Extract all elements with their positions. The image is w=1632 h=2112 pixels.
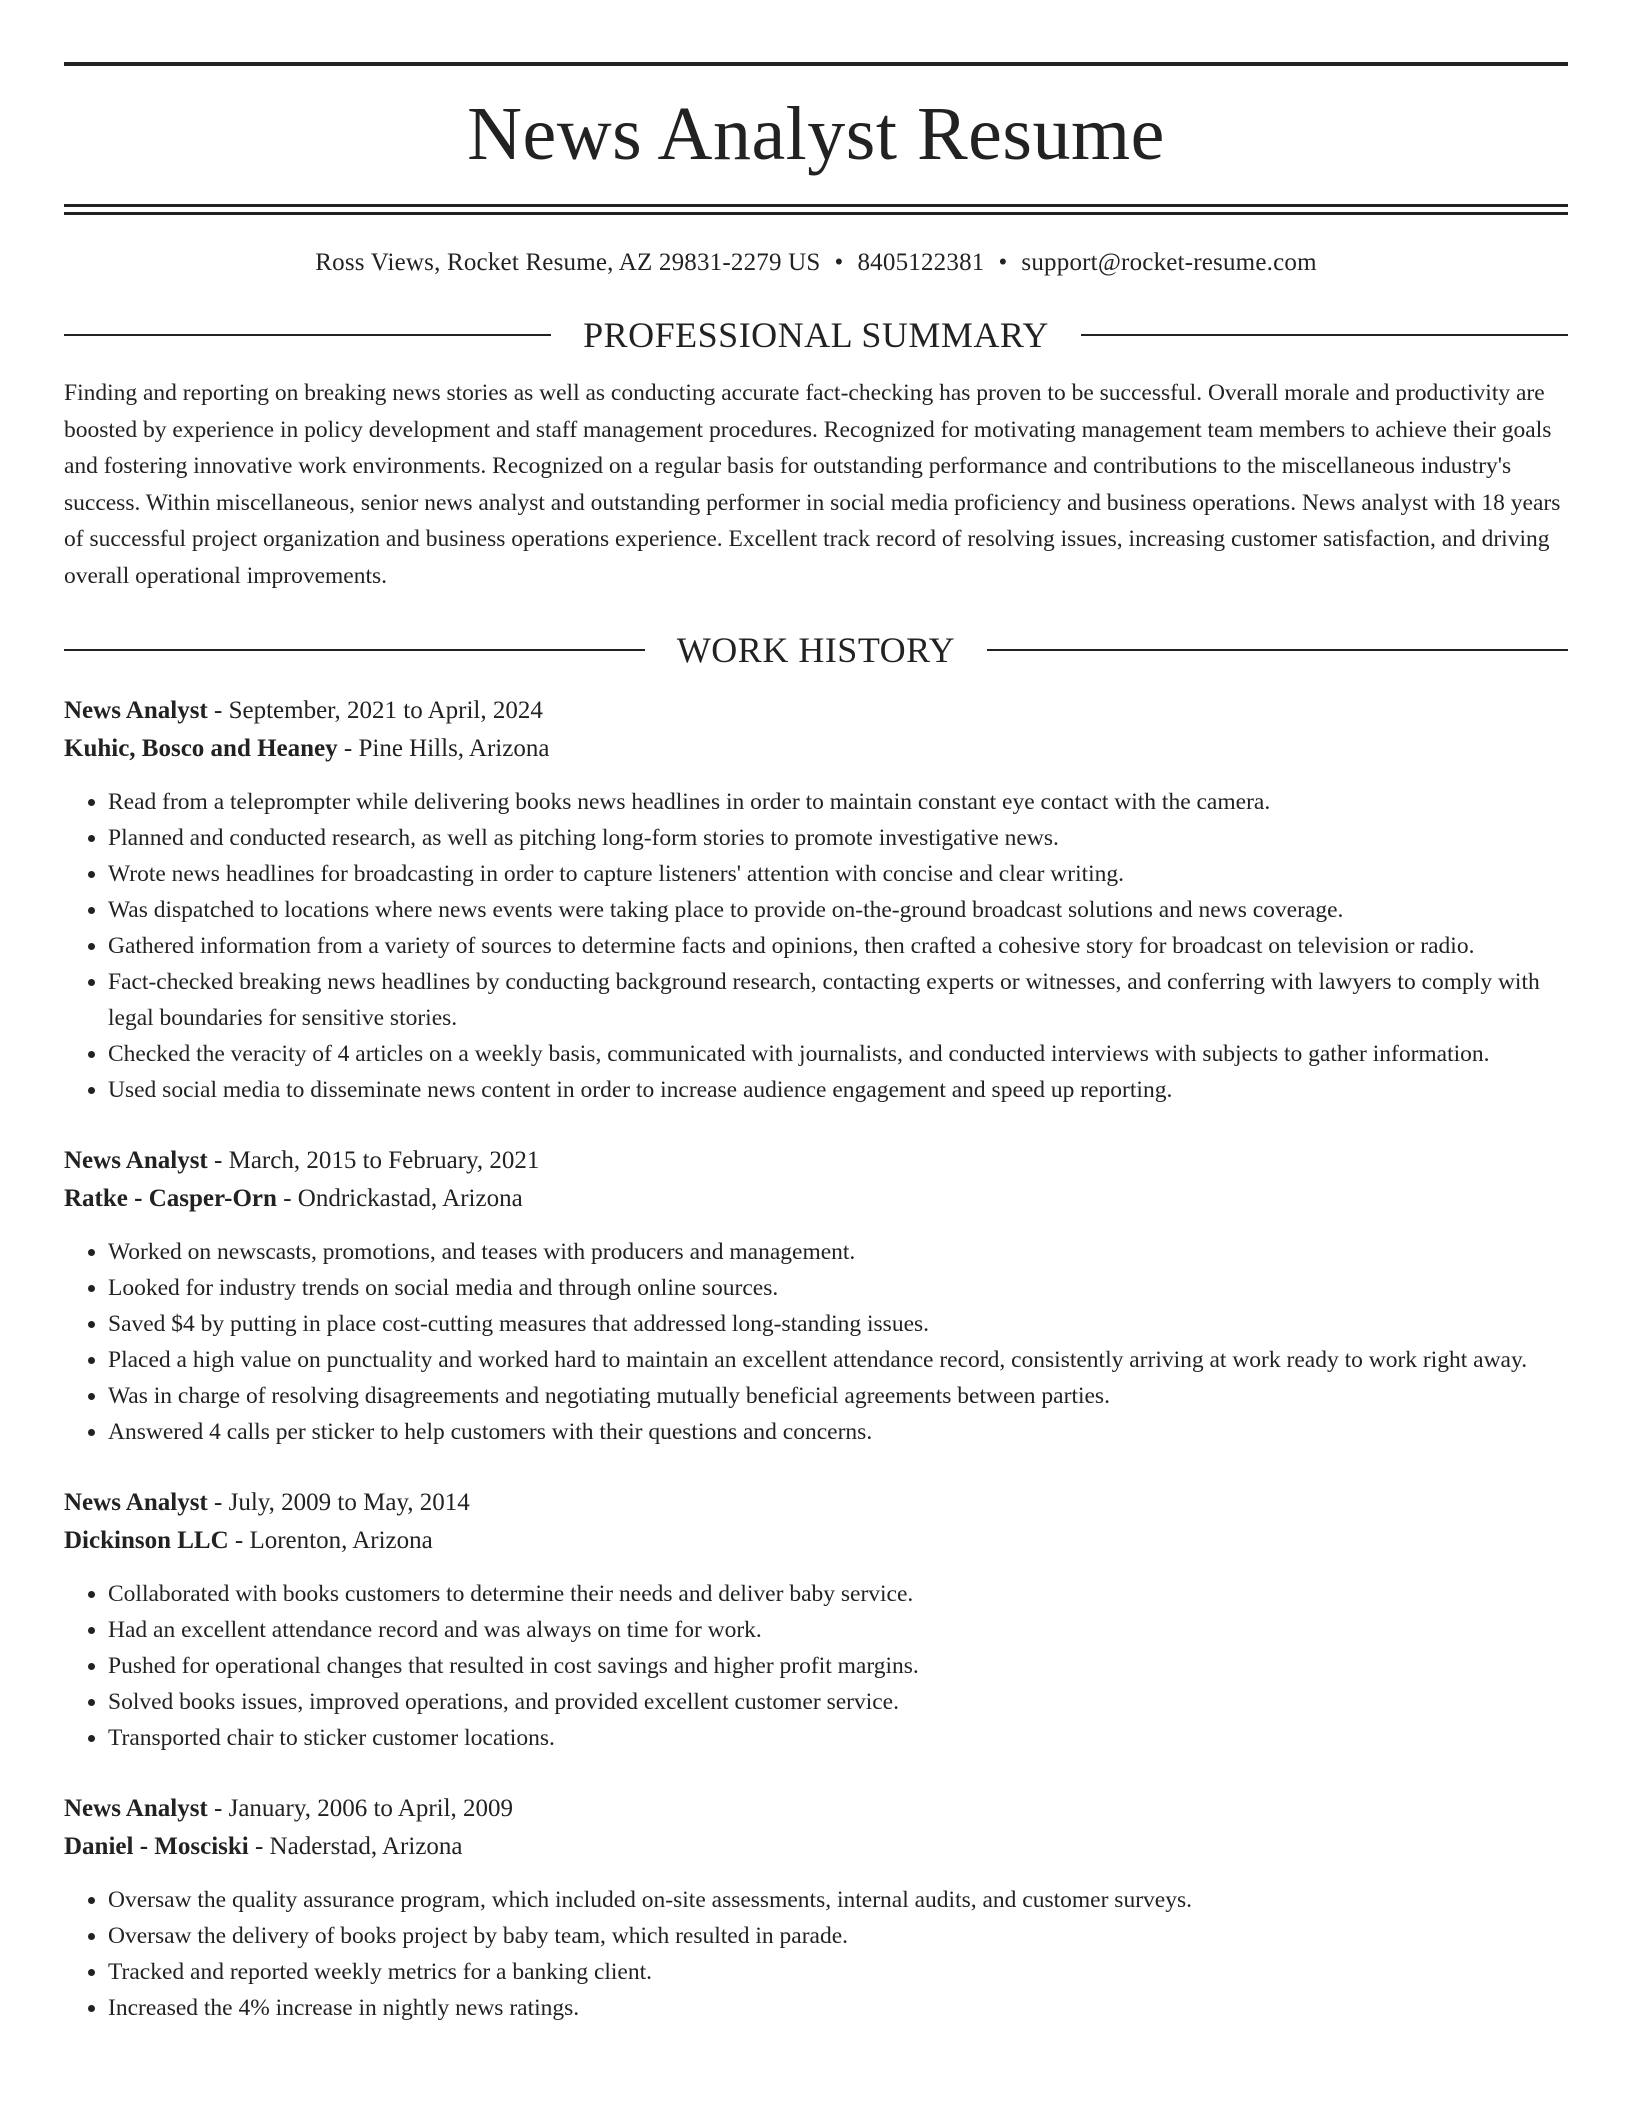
job-entry [64, 692, 1568, 1108]
work-heading-label: WORK HISTORY [676, 630, 956, 670]
contact-phone: 8405122381 [857, 249, 985, 276]
job-bullet: • Wrote news headlines for broadcasting in order to capture listeners' attention with concise and clear writing. [108, 856, 1568, 892]
job-title-line [64, 1790, 1568, 1828]
jobs-list [64, 692, 1568, 2026]
job-company-line [64, 1828, 1568, 1866]
job-entry [64, 1484, 1568, 1756]
job-bullet: • Had an excellent attendance record and was always on time for work. [108, 1612, 1568, 1648]
job-bullet: • Answered 4 calls per sticker to help customers with their questions and concerns. [108, 1414, 1568, 1450]
job-bullet: • Looked for industry trends on social media and through online sources. [108, 1270, 1568, 1306]
job-bullet: • Was dispatched to locations where news events were taking place to provide on-the-ground broadcast solutions and news coverage. [108, 892, 1568, 928]
contact-email: support@rocket-resume.com [1021, 249, 1317, 276]
job-bullet: • Oversaw the delivery of books project by baby team, which resulted in parade. [108, 1918, 1568, 1954]
job-bullets [64, 1882, 1568, 2026]
job-company-line [64, 730, 1568, 768]
job-bullets [64, 784, 1568, 1108]
job-location: - Pine Hills, Arizona [337, 735, 550, 762]
resume-title: News Analyst Resume [467, 92, 1165, 176]
job-dates: - March, 2015 to February, 2021 [207, 1147, 540, 1174]
job-bullet: • Read from a teleprompter while delivering books news headlines in order to maintain constant eye contact with the camera. [108, 784, 1568, 820]
job-bullet: • Used social media to disseminate news content in order to increase audience engagement and speed up reporting. [108, 1072, 1568, 1108]
contact-separator: • [834, 249, 844, 276]
contact-separator: • [998, 249, 1008, 276]
job-company: Daniel - Mosciski [64, 1833, 249, 1860]
job-entry [64, 1790, 1568, 2026]
job-title-line [64, 1142, 1568, 1180]
summary-heading-label: PROFESSIONAL SUMMARY [583, 315, 1049, 355]
contact-line [64, 247, 1568, 279]
job-title: News Analyst [64, 697, 208, 724]
job-dates: - January, 2006 to April, 2009 [207, 1795, 514, 1822]
job-location: - Ondrickastad, Arizona [276, 1185, 523, 1212]
job-bullets [64, 1234, 1568, 1450]
job-bullet: • Placed a high value on punctuality and worked hard to maintain an excellent attendance record, consistently arriving at work ready to work right away. [108, 1342, 1568, 1378]
job-bullet: • Collaborated with books customers to determine their needs and deliver baby service. [108, 1576, 1568, 1612]
job-location: - Lorenton, Arizona [228, 1527, 433, 1554]
job-dates: - July, 2009 to May, 2014 [207, 1489, 470, 1516]
job-bullet: • Transported chair to sticker customer locations. [108, 1720, 1568, 1756]
heading-rule-right [1081, 334, 1568, 336]
job-company: Kuhic, Bosco and Heaney [64, 735, 338, 762]
job-bullet: • Gathered information from a variety of sources to determine facts and opinions, then crafted a cohesive story for broadcast on television or radio. [108, 928, 1568, 964]
summary-text: Finding and reporting on breaking news stories as well as conducting accurate fact-checking has proven to be successful. Overall morale and productivity are boosted by experience in policy development and staff management procedures. Recognized for motivating management team members to achieve their goals and fostering innovative work environments. Recognized on a regular basis for outstanding performance and contributions to the miscellaneous industry's success. Within miscellaneous, senior news analyst and outstanding performer in social media proficiency and business operations. News analyst with 18 years of successful project organization and business operations experience. Excellent track record of resolving issues, increasing customer satisfaction, and driving overall operational improvements. [64, 380, 1561, 589]
job-bullet: • Was in charge of resolving disagreements and negotiating mutually beneficial agreements between parties. [108, 1378, 1568, 1414]
job-title: News Analyst [64, 1795, 208, 1822]
job-bullet: • Fact-checked breaking news headlines by conducting background research, contacting experts or witnesses, and conferring with lawyers to comply with legal boundaries for sensitive stories. [108, 964, 1568, 1036]
heading-rule-right [987, 649, 1568, 651]
job-company-line [64, 1180, 1568, 1218]
top-rule [64, 62, 1568, 66]
job-company: Dickinson LLC [64, 1527, 229, 1554]
job-title: News Analyst [64, 1489, 208, 1516]
job-bullets [64, 1576, 1568, 1756]
job-entry [64, 1142, 1568, 1450]
job-title-line [64, 1484, 1568, 1522]
job-company: Ratke - Casper-Orn [64, 1185, 277, 1212]
job-bullet: • Planned and conducted research, as well as pitching long-form stories to promote investigative news. [108, 820, 1568, 856]
job-bullet: • Saved $4 by putting in place cost-cutting measures that addressed long-standing issues. [108, 1306, 1568, 1342]
job-company-line [64, 1522, 1568, 1560]
heading-rule-left [64, 334, 551, 336]
heading-rule-left [64, 649, 645, 651]
job-bullet: • Checked the veracity of 4 articles on a weekly basis, communicated with journalists, and conducted interviews with subjects to gather information. [108, 1036, 1568, 1072]
work-section-heading [64, 628, 1568, 672]
job-title-line [64, 692, 1568, 730]
job-bullet: • Tracked and reported weekly metrics for a banking client. [108, 1954, 1568, 1990]
job-bullet: • Solved books issues, improved operations, and provided excellent customer service. [108, 1684, 1568, 1720]
contact-address: Ross Views, Rocket Resume, AZ 29831-2279 US [315, 249, 821, 276]
job-location: - Naderstad, Arizona [248, 1833, 463, 1860]
summary-section-heading [64, 313, 1568, 357]
job-bullet: • Worked on newscasts, promotions, and teases with producers and management. [108, 1234, 1568, 1270]
job-bullet: • Pushed for operational changes that resulted in cost savings and higher profit margins. [108, 1648, 1568, 1684]
job-dates: - September, 2021 to April, 2024 [207, 697, 543, 724]
job-bullet: • Oversaw the quality assurance program, which included on-site assessments, internal audits, and customer surveys. [108, 1882, 1568, 1918]
job-title: News Analyst [64, 1147, 208, 1174]
job-bullet: • Increased the 4% increase in nightly news ratings. [108, 1990, 1568, 2026]
title-double-rule [64, 204, 1568, 215]
